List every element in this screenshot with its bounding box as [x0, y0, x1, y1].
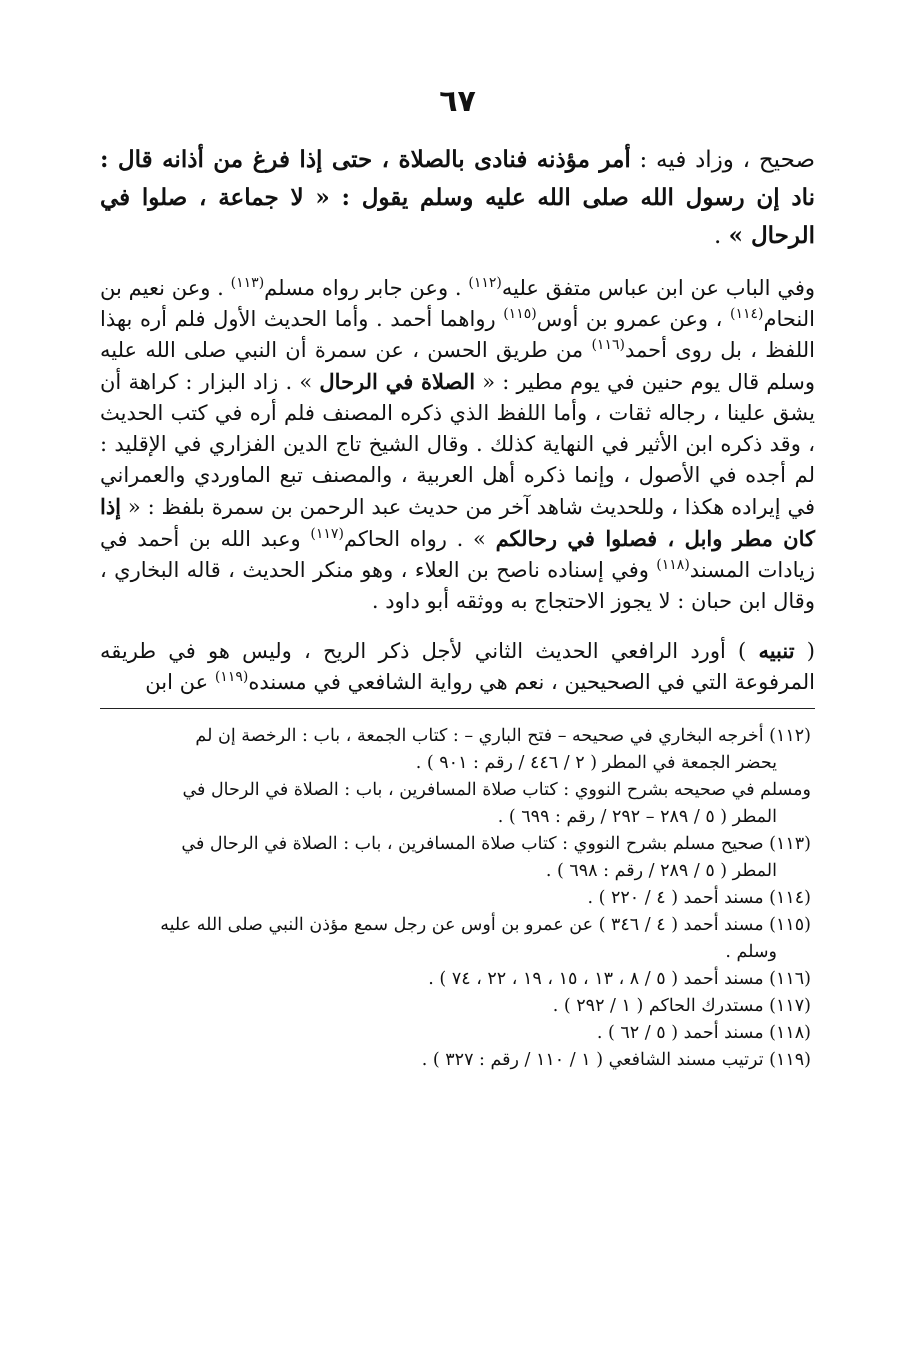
footnote-line: ومسلم في صحيحه بشرح النووي : كتاب صلاة المسافرين ، باب : الصلاة في الرحال في [182, 780, 811, 800]
footnote-ref[interactable]: (١١٩) [214, 669, 249, 685]
paragraph-note [100, 635, 815, 698]
text-run: عن ابن [145, 670, 215, 694]
text-run: ، وعن عمرو بن أوس [536, 307, 730, 331]
footnote-line: المطر ( ٥ / ٢٨٩ – ٢٩٢ / رقم : ٦٩٩ ) . [497, 807, 777, 827]
paragraph-intro [100, 141, 815, 255]
footnote-ref[interactable]: (١١٧) [310, 526, 344, 542]
paragraph-main [100, 273, 815, 617]
page-number: ٦٧ [439, 84, 476, 119]
footnote [100, 723, 815, 777]
footnote [100, 993, 815, 1020]
text-run: ( [794, 639, 815, 663]
note-label: تنبيه [758, 638, 795, 663]
footnote [100, 966, 815, 993]
bold-quote: إذا كان مطر وابل ، فصلوا في رحالكم [100, 494, 815, 551]
text-run: وفي إسناده ناصح بن العلاء ، وهو منكر الحديث ، قاله البخاري ، وقال ابن حبان : لا يجوز الاحتجاج به ووثقه أبو داود . [100, 558, 815, 613]
footnote-line: وسلم . [725, 942, 777, 962]
footnote-line: (١١٢) أخرجه البخاري في صحيحه – فتح الباري – : كتاب الجمعة ، باب : الرخصة إن لم [195, 726, 811, 746]
footnote [100, 1020, 815, 1047]
footnote-divider [100, 708, 815, 709]
footnote-line: (١١٧) مستدرك الحاكم ( ١ / ٢٩٢ ) . [552, 996, 811, 1016]
footnote [100, 912, 815, 966]
footnote-ref[interactable]: (١١٨) [656, 557, 690, 573]
footnote-ref[interactable]: (١١٥) [503, 306, 537, 322]
text-run: صحيح ، وزاد فيه : [630, 147, 815, 173]
footnote-line: (١١٨) مسند أحمد ( ٥ / ٦٢ ) . [596, 1023, 811, 1043]
footnote [100, 777, 815, 831]
text-run: ) أورد الرافعي الحديث الثاني لأجل ذكر الريح ، وليس هو في طريقه المرفوعة التي في الصحيحين ، نعم هي رواية الشافعي في مسنده [100, 639, 815, 694]
footnote [100, 831, 815, 885]
footnote-line: (١١٥) مسند أحمد ( ٤ / ٣٤٦ ) عن عمرو بن أوس عن رجل سمع مؤذن النبي صلى الله عليه [160, 915, 811, 935]
text-run: . وعن جابر رواه مسلم [264, 276, 469, 300]
text-run: من طريق الحسن ، عن سمرة أن النبي صلى الله عليه وسلم قال يوم حنين في يوم مطير : « [100, 338, 816, 394]
footnote-line: (١١٣) صحيح مسلم بشرح النووي : كتاب صلاة المسافرين ، باب : الصلاة في الرحال في [181, 834, 811, 854]
footnote-line: (١١٦) مسند أحمد ( ٥ / ٨ ، ١٣ ، ١٥ ، ١٩ ، ٢٢ ، ٧٤ ) . [428, 969, 811, 989]
text-run: . وعن نعيم بن النحام [100, 276, 815, 331]
footnote-ref[interactable]: (١١٦) [591, 337, 625, 353]
footnote [100, 1047, 815, 1074]
footnote [100, 885, 815, 912]
text-run: رواهما أحمد . وأما الحديث الأول فلم أره بهذا اللفظ ، بل روى أحمد [100, 307, 815, 362]
text-run: » . زاد البزار : كراهة أن يشق علينا ، رجاله ثقات ، وأما اللفظ الذي ذكره المصنف فلم أره في كتب الحديث ، وقد ذكره ابن الأثير في النهاية كذلك . وقال الشيخ تاج الدين الفزاري في الإقليد : لم أجده في الأصول ، وإنما ذكره أهل العربية ، والمصنف تبع الماوردي والعمراني في إيراده هكذا ، وللحديث شاهد آخر من حديث عبد الرحمن بن سمرة بلفظ : « [100, 370, 815, 519]
footnote-line: (١١٤) مسند أحمد ( ٤ / ٢٢٠ ) . [587, 888, 811, 908]
bold-quote: الصلاة في الرحال [319, 369, 476, 394]
footnote-line: (١١٩) ترتيب مسند الشافعي ( ١ / ١١٠ / رقم : ٣٢٧ ) . [421, 1050, 811, 1070]
footnote-ref[interactable]: (١١٣) [230, 275, 265, 291]
footnote-line: المطر ( ٥ / ٢٨٩ / رقم : ٦٩٨ ) . [545, 861, 777, 881]
footnote-line: يحضر الجمعة في المطر ( ٢ / ٤٤٦ / رقم : ٩٠١ ) . [415, 753, 777, 773]
text-run: وعبد الله بن أحمد في زيادات المسند [100, 527, 816, 582]
footnote-ref[interactable]: (١١٢) [468, 275, 502, 291]
bold-quote: أمر مؤذنه فنادى بالصلاة ، حتى إذا فرغ من أذانه قال : ناد إن رسول الله صلى الله عليه وسلم يقول : « لا جماعة ، صلوا في الرحال » [100, 146, 815, 249]
text-run: وفي الباب عن ابن عباس متفق عليه [501, 276, 815, 300]
footnote-ref[interactable]: (١١٤) [729, 306, 764, 322]
footnotes [100, 723, 815, 1074]
text-run: » . رواه الحاكم [343, 527, 496, 551]
text-run: . [713, 223, 729, 249]
